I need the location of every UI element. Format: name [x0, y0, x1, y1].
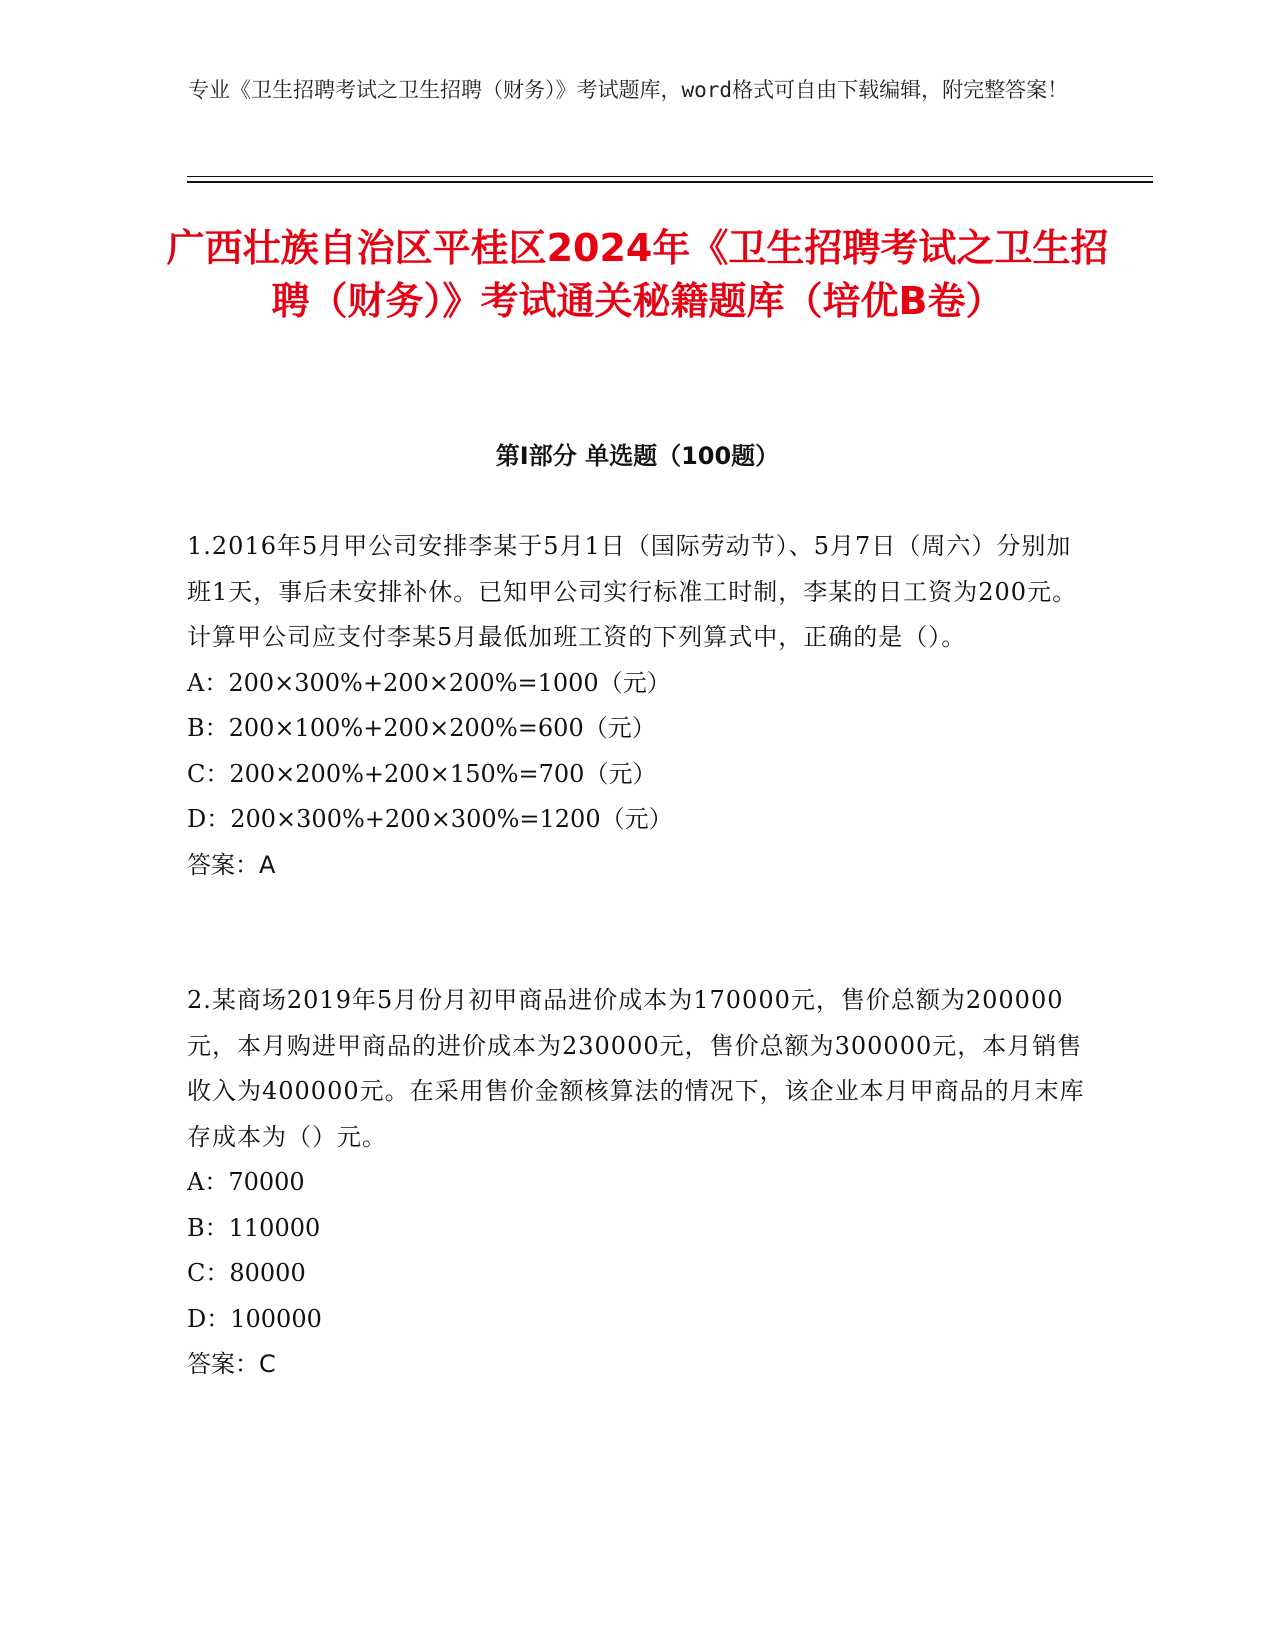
option-c: C：200×200%+200×150%=700（元）: [187, 759, 657, 788]
answer-line: 答案：A: [187, 850, 276, 879]
option-b: B：200×100%+200×200%=600（元）: [187, 714, 656, 742]
option-list: [187, 1160, 1087, 1342]
option-a: A：200×300%+200×200%=1000（元）: [187, 668, 671, 697]
header-rule-thin: [187, 176, 1153, 177]
option-d: D：200×300%+200×300%=1200（元）: [187, 805, 673, 833]
option-c: C：80000: [187, 1259, 306, 1287]
option-a: A：70000: [187, 1168, 305, 1196]
document-title: 广西壮族自治区平桂区2024年《卫生招聘考试之卫生招聘（财务）》考试通关秘籍题库（培优B卷）: [166, 226, 1109, 323]
question-2: [187, 978, 1087, 1388]
option-list: [187, 661, 1087, 843]
option-b: B：110000: [187, 1213, 321, 1242]
section-title: 第I部分 单选题（100题）: [495, 442, 780, 470]
option-d: D：100000: [187, 1304, 322, 1333]
header-rule-thick: [187, 181, 1153, 183]
header-note: 专业《卫生招聘考试之卫生招聘（财务）》考试题库，word格式可自由下载编辑，附完整答案！: [188, 78, 1069, 102]
question-stem: 1.2016年5月甲公司安排李某于5月1日（国际劳动节）、5月7日（周六）分别加班1天，事后未安排补休。已知甲公司实行标准工时制，李某的日工资为200元。计算甲公司应支付李某5月最低加班工资的下列算式中，正确的是（）。: [187, 532, 1078, 651]
answer-line: 答案：C: [187, 1350, 276, 1378]
question-stem: 2.某商场2019年5月份月初甲商品进价成本为170000元，售价总额为200000元，本月购进甲商品的进价成本为230000元，售价总额为300000元，本月销售收入为400000元。在采用售价金额核算法的情况下，该企业本月甲商品的月末库存成本为（）元。: [187, 986, 1085, 1151]
question-1: [187, 524, 1087, 888]
